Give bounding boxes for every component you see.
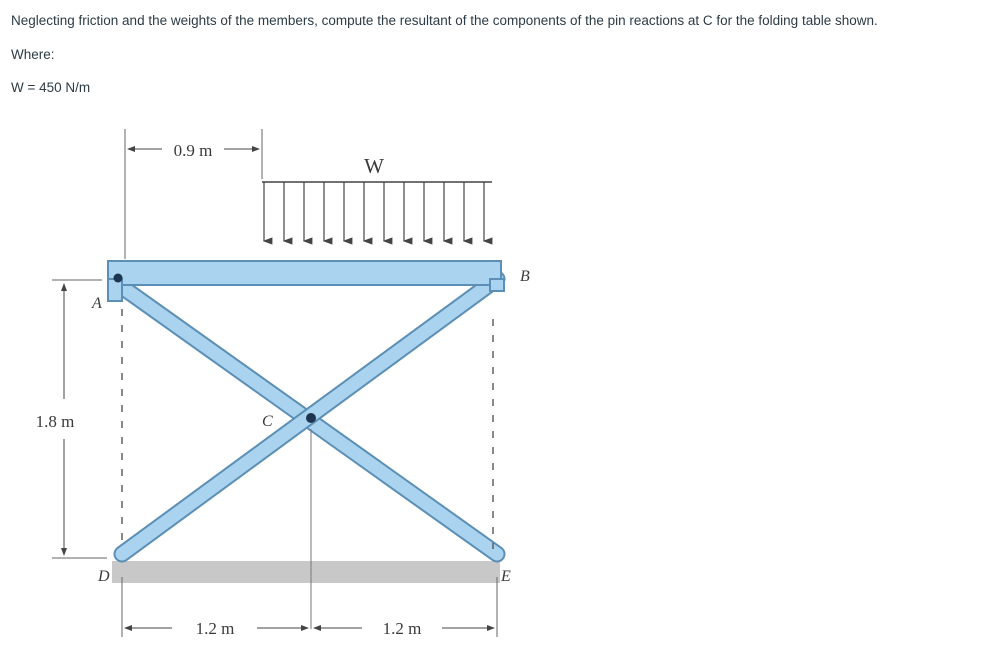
top-dimension-label: 0.9 m	[173, 141, 213, 160]
where-label: Where:	[11, 47, 55, 62]
height-dimension-label: 1.8 m	[35, 412, 75, 431]
given-value: W = 450 N/m	[11, 80, 91, 95]
point-d-label: D	[98, 568, 110, 585]
bottom-left-dimension-label: 1.2 m	[195, 619, 235, 638]
floor	[112, 561, 500, 583]
point-a-label: A	[92, 295, 102, 312]
point-b-label: B	[520, 268, 530, 285]
folding-table-diagram	[12, 109, 552, 669]
pin-c	[306, 413, 316, 423]
folding-table-figure	[12, 109, 552, 669]
bottom-right-dimension-label: 1.2 m	[382, 619, 422, 638]
point-e-label: E	[501, 568, 511, 585]
point-c-label: C	[262, 413, 273, 430]
load-label: W	[364, 154, 384, 178]
problem-statement: Neglecting friction and the weights of the members, compute the resultant of the components of the pin reactions at C for the folding table shown.	[11, 13, 878, 28]
